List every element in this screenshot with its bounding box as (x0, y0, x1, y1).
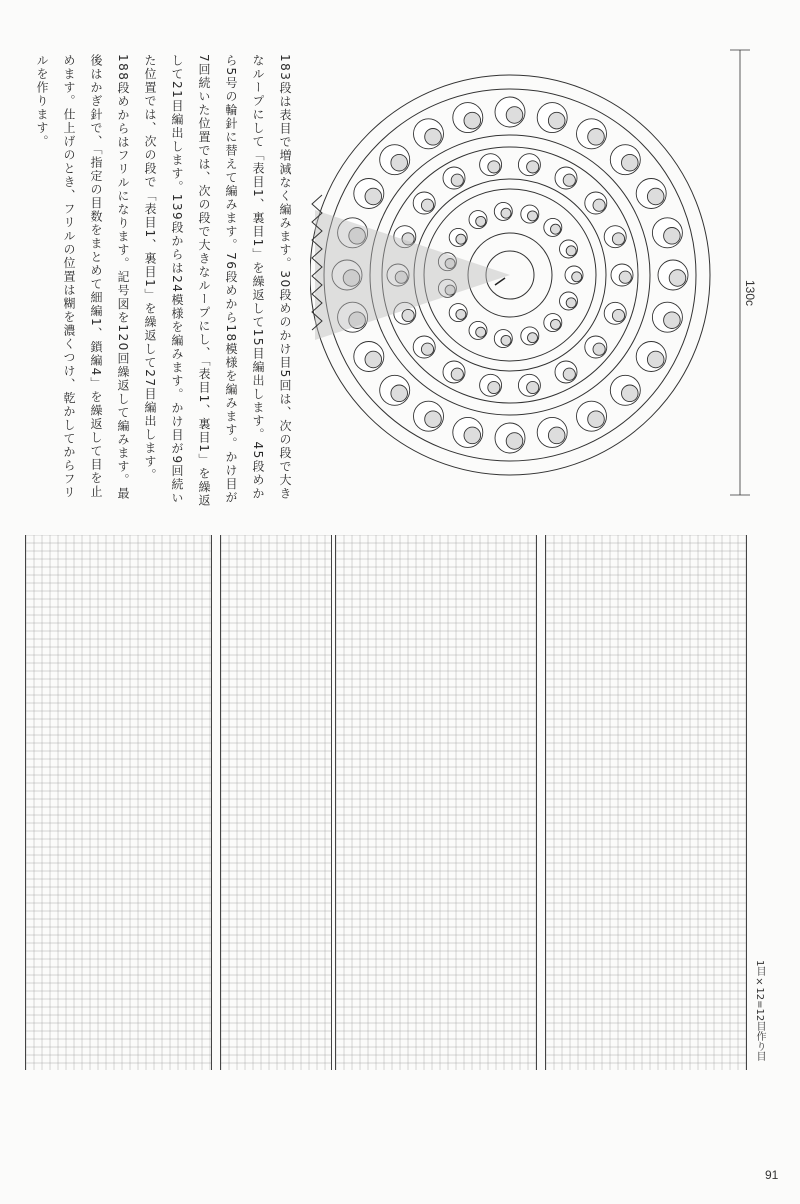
motif-petal-shade (612, 233, 624, 245)
motif-petal-shade (501, 208, 511, 218)
motif-petal-shade (421, 343, 433, 355)
motif-petal-shade (365, 351, 382, 368)
diameter-label: 130c (743, 280, 757, 307)
motif-petal-shade (528, 211, 538, 221)
motif-petal-shade (402, 309, 414, 321)
chart-panel-3 (335, 535, 537, 1070)
motif-petal-shade (456, 309, 466, 319)
cast-on-label: 1目×12=12目作り目 (754, 960, 765, 1062)
motif-petal-shade (622, 154, 639, 171)
chart-grid-2 (221, 535, 331, 1070)
motif-petal-shade (551, 319, 561, 329)
motif-petal-shade (488, 381, 500, 393)
chart-grid-3 (336, 535, 536, 1070)
motif-petal-shade (669, 270, 686, 287)
motif-petal-shade (612, 309, 624, 321)
motif-petal-shade (664, 312, 681, 329)
motif-petal-shade (647, 351, 664, 368)
motif-petal-shade (464, 112, 481, 129)
motif-petal-shade (391, 385, 408, 402)
motif-petal-shade (593, 343, 605, 355)
motif-petal-shade (622, 385, 639, 402)
motif-petal-shade (476, 327, 486, 337)
chart-grid-4 (546, 535, 746, 1070)
motif-petal-shade (647, 188, 664, 205)
motif-petal-shade (572, 272, 582, 282)
motif-petal-shade (548, 427, 565, 444)
motif-petal-shade (566, 298, 576, 308)
page-number: 91 (765, 1168, 779, 1182)
motif-petal-shade (451, 368, 463, 380)
motif-petal-shade (593, 199, 605, 211)
motif-petal-shade (464, 427, 481, 444)
motif-petal-shade (527, 161, 539, 173)
motif-petal-shade (391, 154, 408, 171)
motif-petal-shade (588, 411, 605, 428)
motif-petal-shade (506, 433, 523, 450)
motif-petal-shade (506, 107, 523, 124)
motif-petal-shade (527, 381, 539, 393)
chart-grid-1 (26, 535, 211, 1070)
motif-petal-shade (456, 234, 466, 244)
motif-petal-shade (425, 411, 442, 428)
motif-petal-shade (551, 224, 561, 234)
instruction-paragraph: 183段は表目で増減なく編みます。30段めのかけ目5回は、次の段で大きなループにして「表目1、裏目1」を繰返して15目編出します。45段めから5号の輪針に替えて編みます。76段めから18模様を編みます。かけ目が7回続いた位置では、次の段で大きなループにし、「表目1、裏目1」を繰返して21目編出します。139段からは24模様を編みます。かけ目が9回続いた位置では、次の段で「表目1、裏目1」を繰返して27目編出します。188段めからはフリルになります。記号図を120回繰返して編みます。最後はかぎ針で、「指定の目数をまとめて細編1、鎖編4」を繰返して目を止めます。仕上げのとき、フリルの位置は糊を濃くつけ、乾かしてからフリルを作ります。 (35, 54, 292, 508)
motif-petal-shade (563, 368, 575, 380)
instruction-text (8, 54, 298, 509)
motif-petal-shade (501, 335, 511, 345)
knitting-chart (25, 535, 745, 1070)
motif-petal-shade (563, 174, 575, 186)
chart-panel-2 (220, 535, 332, 1070)
chart-panel-4 (545, 535, 747, 1070)
motif-petal-shade (488, 161, 500, 173)
motif-petal-shade (619, 271, 631, 283)
doily-diagram (310, 40, 780, 510)
motif-petal-shade (528, 333, 538, 343)
motif-petal-shade (365, 188, 382, 205)
motif-petal-shade (664, 228, 681, 245)
motif-petal-shade (476, 216, 486, 226)
chart-panel-1 (25, 535, 212, 1070)
motif-petal-shade (588, 129, 605, 146)
motif-petal-shade (566, 246, 576, 256)
motif-petal-shade (451, 174, 463, 186)
motif-petal-shade (425, 129, 442, 146)
motif-petal-shade (421, 199, 433, 211)
motif-petal-shade (548, 112, 565, 129)
